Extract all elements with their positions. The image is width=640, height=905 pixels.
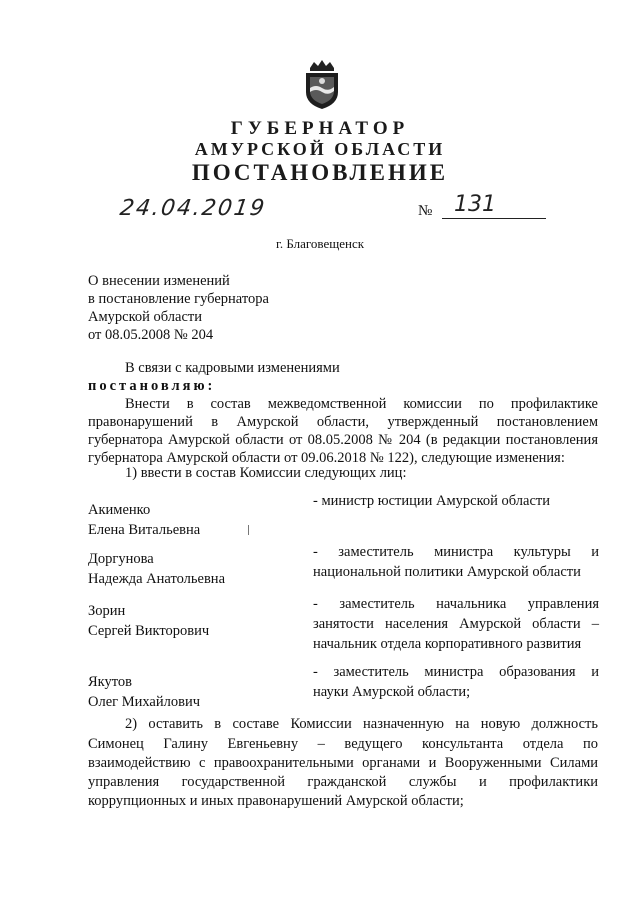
city-label: г. Благовещенск bbox=[275, 236, 365, 251]
person-name bbox=[88, 549, 225, 589]
person-position bbox=[313, 542, 599, 582]
person-surname: Якутов bbox=[88, 674, 133, 690]
decree-word: постановляю: bbox=[88, 378, 216, 394]
coat-of-arms-icon bbox=[302, 58, 342, 110]
item-1-text: 1) ввести в состав Комиссии следующих лиц: bbox=[125, 465, 407, 481]
position-line: - заместитель министра образования и bbox=[313, 664, 599, 680]
person-given-names: Елена Витальевна bbox=[88, 522, 201, 538]
person-position bbox=[313, 662, 599, 702]
subject-line: от 08.05.2008 № 204 bbox=[88, 327, 214, 343]
body-line: губернатора Амурской области от 09.06.2018 № 122), следующие изменения: bbox=[88, 450, 565, 466]
position-line: начальник отдела корпоративного развития bbox=[313, 636, 582, 652]
number-label: № bbox=[418, 203, 433, 219]
body-line: губернатора Амурской области от 08.05.2008 № 204 (в редакции постановления bbox=[88, 432, 598, 448]
position-line: занятости населения Амурской области – bbox=[313, 616, 599, 632]
person-position bbox=[313, 491, 599, 511]
subject-line: Амурской области bbox=[88, 309, 202, 325]
person-given-names: Надежда Анатольевна bbox=[88, 571, 225, 587]
body-line: Внести в состав межведомственной комиссии по профилактике bbox=[125, 396, 598, 412]
person-given-names: Олег Михайлович bbox=[88, 694, 201, 710]
person-position bbox=[313, 594, 599, 654]
number-underline bbox=[442, 218, 546, 219]
person-name bbox=[88, 601, 209, 641]
subject-block bbox=[88, 272, 269, 344]
item-2-line: 2) оставить в составе Комиссии назначенную на новую должность bbox=[125, 716, 598, 732]
subject-line: О внесении изменений bbox=[88, 273, 230, 289]
item-2-line: взаимодействию с правоохранительными органами и Вооруженными Силами bbox=[88, 755, 598, 771]
subject-line: в постановление губернатора bbox=[88, 291, 269, 307]
position-line: - министр юстиции Амурской области bbox=[313, 493, 550, 509]
document-type-title: ПОСТАНОВЛЕНИЕ bbox=[191, 160, 449, 185]
header-title-governor: ГУБЕРНАТОР bbox=[230, 118, 410, 139]
person-given-names: Сергей Викторович bbox=[88, 623, 210, 639]
scan-mark bbox=[248, 525, 249, 535]
person-surname: Зорин bbox=[88, 603, 126, 619]
person-name bbox=[88, 500, 200, 540]
preamble-text: В связи с кадровыми изменениями bbox=[125, 360, 340, 376]
item-2-line: коррупционных и иных правонарушений Амурской области; bbox=[88, 793, 464, 809]
body-line: правонарушений в Амурской области, утвержденный постановлением bbox=[88, 414, 598, 430]
item-2-line: управления государственной гражданской службы и профилактики bbox=[88, 774, 598, 790]
item-2-line: Симонец Галину Евгеньевну – ведущего консультанта отдела по bbox=[88, 736, 598, 752]
person-surname: Акименко bbox=[88, 502, 151, 518]
handwritten-number: 131 bbox=[454, 192, 496, 217]
handwritten-date: 24.04.2019 bbox=[118, 196, 268, 221]
position-line: национальной политики Амурской области bbox=[313, 564, 581, 580]
person-surname: Доргунова bbox=[88, 551, 154, 567]
position-line: - заместитель министра культуры и bbox=[313, 544, 599, 560]
header-title-region: АМУРСКОЙ ОБЛАСТИ bbox=[194, 139, 446, 159]
person-name bbox=[88, 672, 200, 712]
position-line: - заместитель начальника управления bbox=[313, 596, 599, 612]
position-line: науки Амурской области; bbox=[313, 684, 471, 700]
